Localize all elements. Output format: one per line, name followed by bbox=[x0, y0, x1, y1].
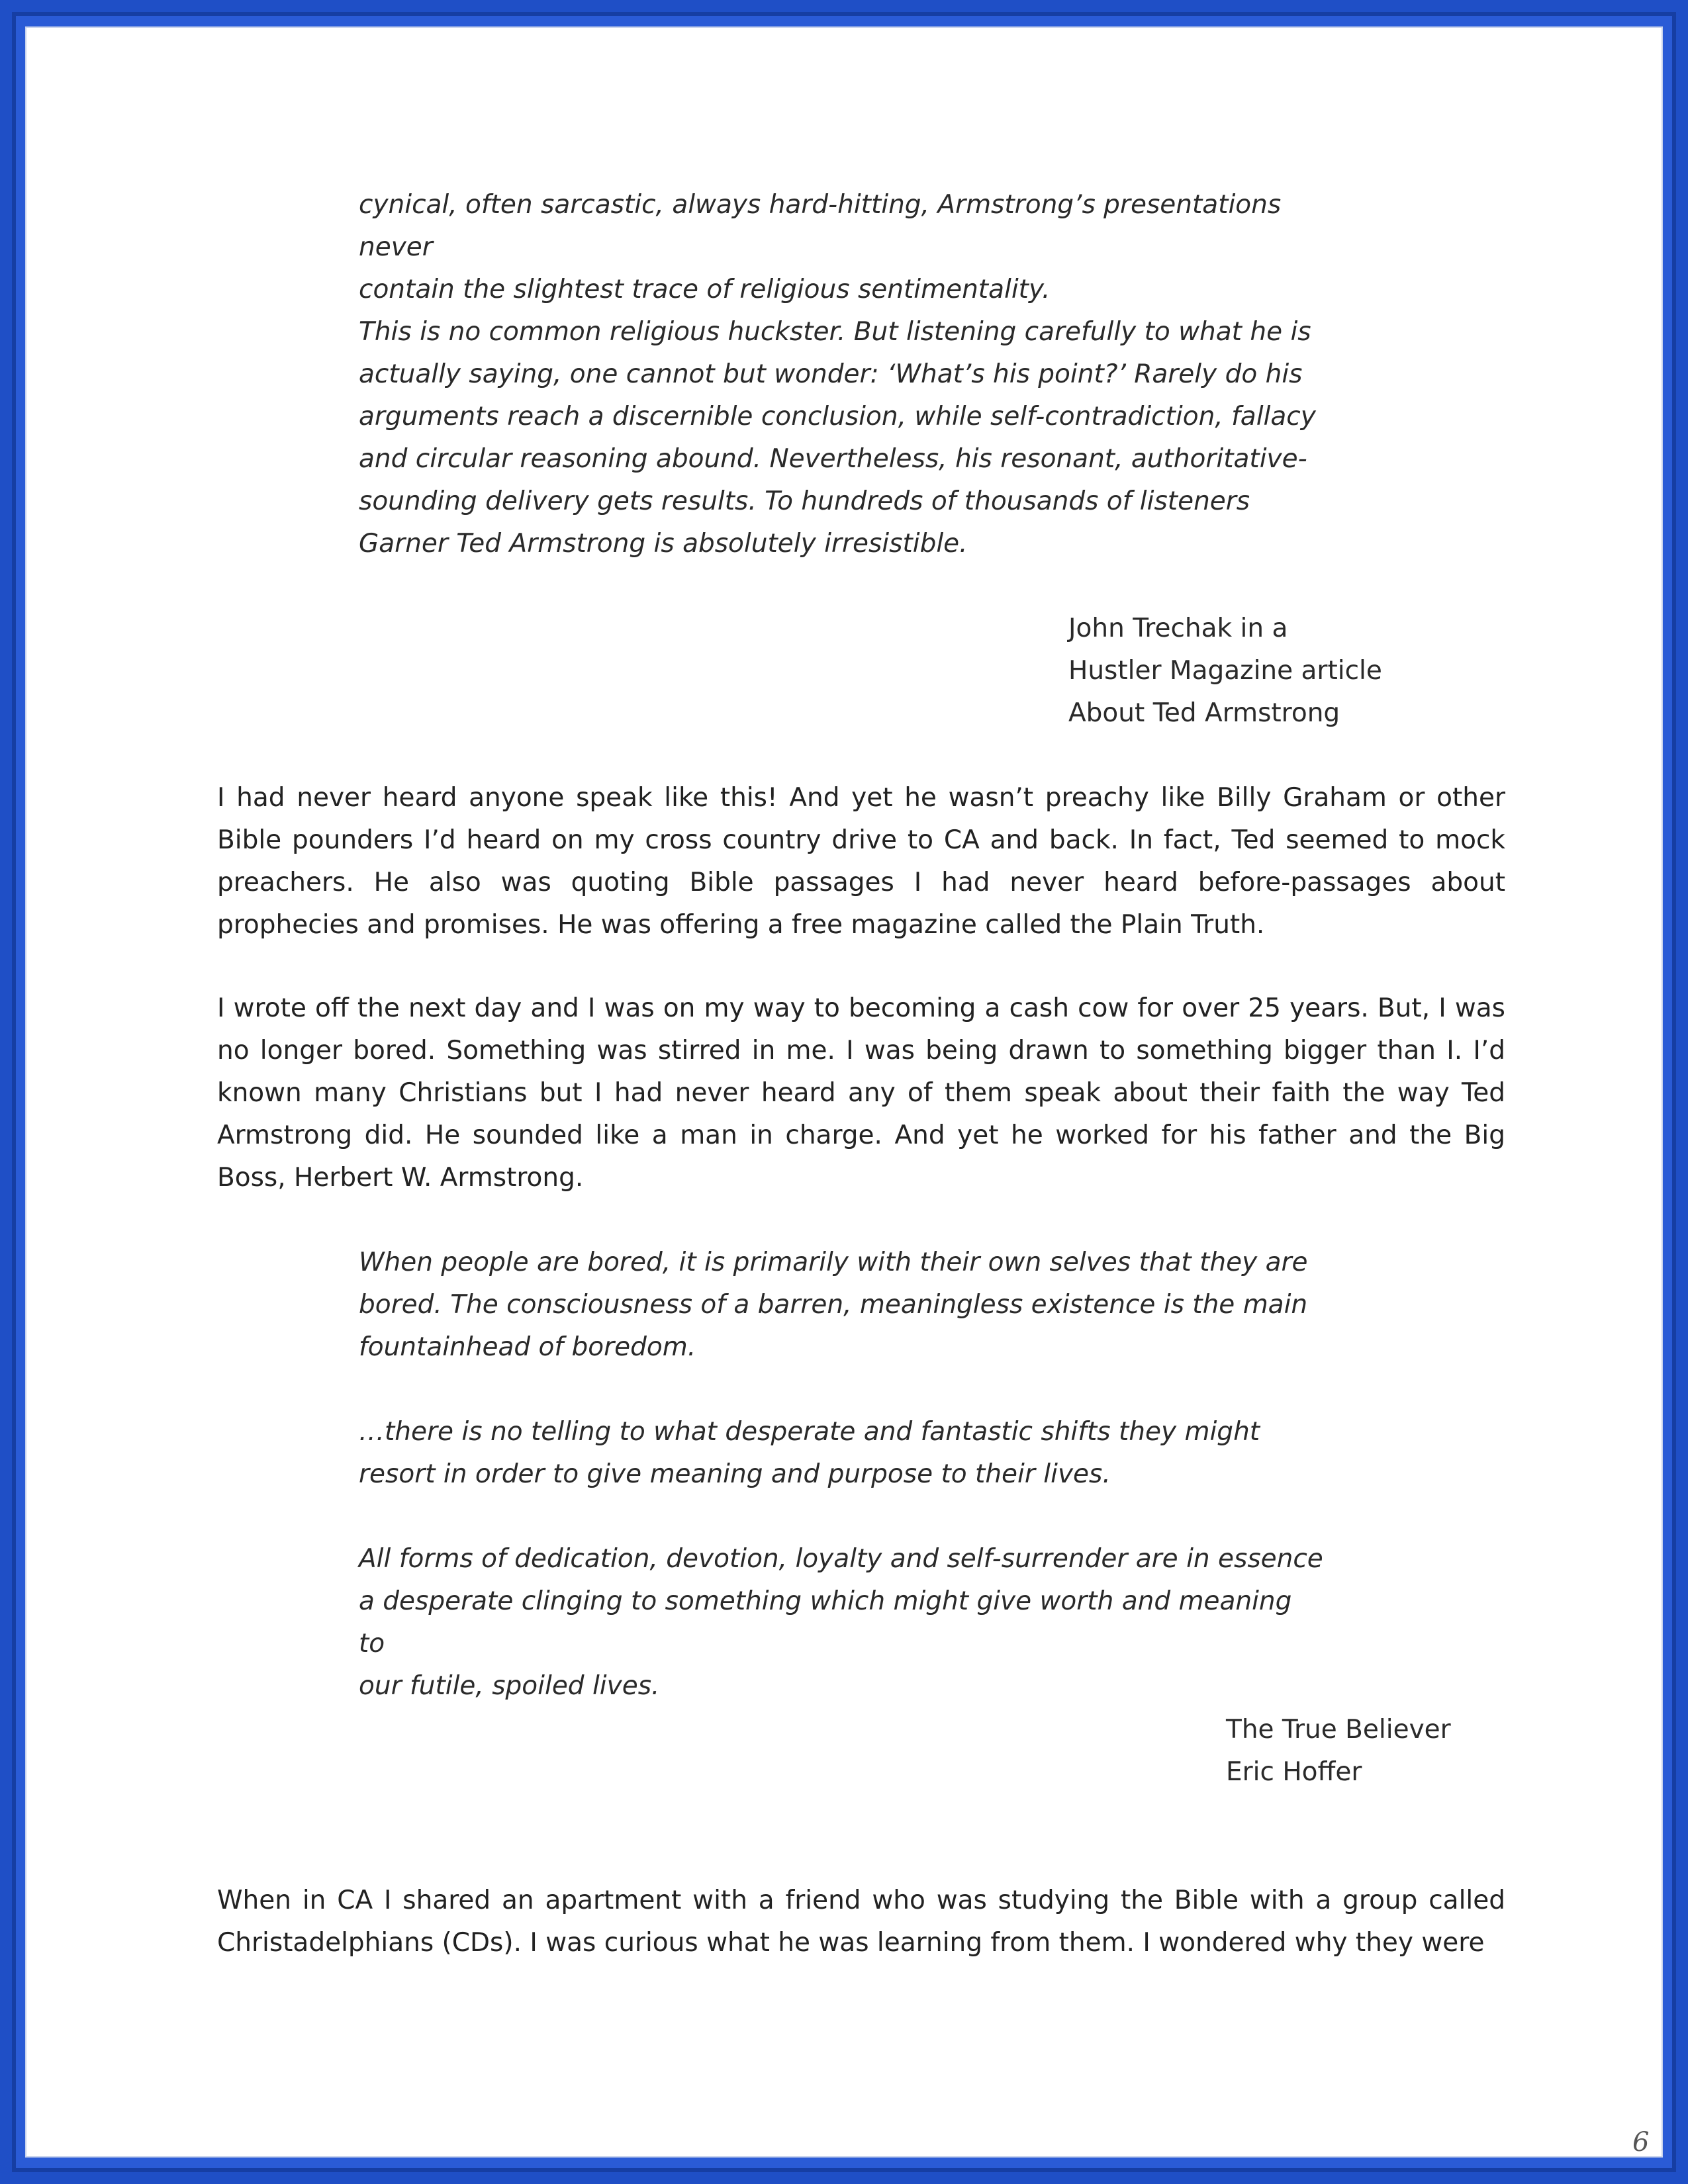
quote-block-2 bbox=[359, 311, 1352, 565]
quote-line: This is no common religious huckster. But listening carefully to what he is bbox=[359, 317, 1311, 347]
quote-block-5 bbox=[359, 1538, 1325, 1707]
body-paragraph-2: I wrote off the next day and I was on my way to becoming a cash cow for over 25 years. But, I was no longer bored. Something was stirred in me. I was being drawn to something bigger than I. I’d known many Christians but I had never heard any of them speak about their faith the way Ted Armstrong did. He sounded like a man in charge. And yet he worked for his father and the Big Boss, Herbert W. Armstrong. bbox=[217, 993, 1505, 1193]
body-paragraph-3: When in CA I shared an apartment with a friend who was studying the Bible with a group called Christadelphians (CDs). I was curious what he was learning from them. I wondered why they were bbox=[217, 1886, 1505, 1958]
quote-line: resort in order to give meaning and purpose to their lives. bbox=[359, 1459, 1111, 1489]
quote-line: All forms of dedication, devotion, loyalty and self-surrender are in essence bbox=[359, 1544, 1323, 1574]
quote-line: our futile, spoiled lives. bbox=[359, 1671, 660, 1701]
quote-line: cynical, often sarcastic, always hard-hitting, Armstrong’s presentations never bbox=[359, 190, 1282, 262]
attribution-line: Hustler Magazine article bbox=[1068, 656, 1382, 686]
quote-block-4 bbox=[359, 1411, 1325, 1496]
attribution-line: Eric Hoffer bbox=[1226, 1757, 1362, 1787]
quote-line: When people are bored, it is primarily with their own selves that they are bbox=[359, 1248, 1308, 1277]
quote-block-1 bbox=[359, 184, 1352, 311]
quote-line: arguments reach a discernible conclusion, while self-contradiction, fallacy bbox=[359, 402, 1316, 432]
quote-attribution-2 bbox=[1226, 1709, 1451, 1794]
quote-line: fountainhead of boredom. bbox=[359, 1332, 696, 1362]
quote-line: contain the slightest trace of religious sentimentality. bbox=[359, 275, 1051, 304]
page-number: 6 bbox=[1632, 2127, 1650, 2158]
quote-block-3 bbox=[359, 1242, 1325, 1369]
quote-line: a desperate clinging to something which might give worth and meaning to bbox=[359, 1586, 1292, 1659]
quote-line: Garner Ted Armstrong is absolutely irresistible. bbox=[359, 529, 968, 559]
attribution-line: About Ted Armstrong bbox=[1068, 698, 1340, 728]
quote-line: and circular reasoning abound. Nevertheless, his resonant, authoritative- bbox=[359, 444, 1307, 474]
quote-attribution-1 bbox=[1068, 608, 1382, 735]
quote-line: sounding delivery gets results. To hundreds of thousands of listeners bbox=[359, 486, 1250, 516]
attribution-line: The True Believer bbox=[1226, 1715, 1451, 1745]
body-paragraph-1: I had never heard anyone speak like this! And yet he wasn’t preachy like Billy Graham or other Bible pounders I’d heard on my cross country drive to CA and back. In fact, Ted seemed to mock preachers. He also was quoting Bible passages I had never heard before-passages about prophecies and promises. He was offering a free magazine called the Plain Truth. bbox=[217, 783, 1505, 940]
quote-line: actually saying, one cannot but wonder: ‘What’s his point?’ Rarely do his bbox=[359, 359, 1303, 389]
quote-line: …there is no telling to what desperate and fantastic shifts they might bbox=[359, 1417, 1260, 1447]
quote-line: bored. The consciousness of a barren, meaningless existence is the main bbox=[359, 1290, 1308, 1320]
attribution-line: John Trechak in a bbox=[1068, 614, 1288, 643]
